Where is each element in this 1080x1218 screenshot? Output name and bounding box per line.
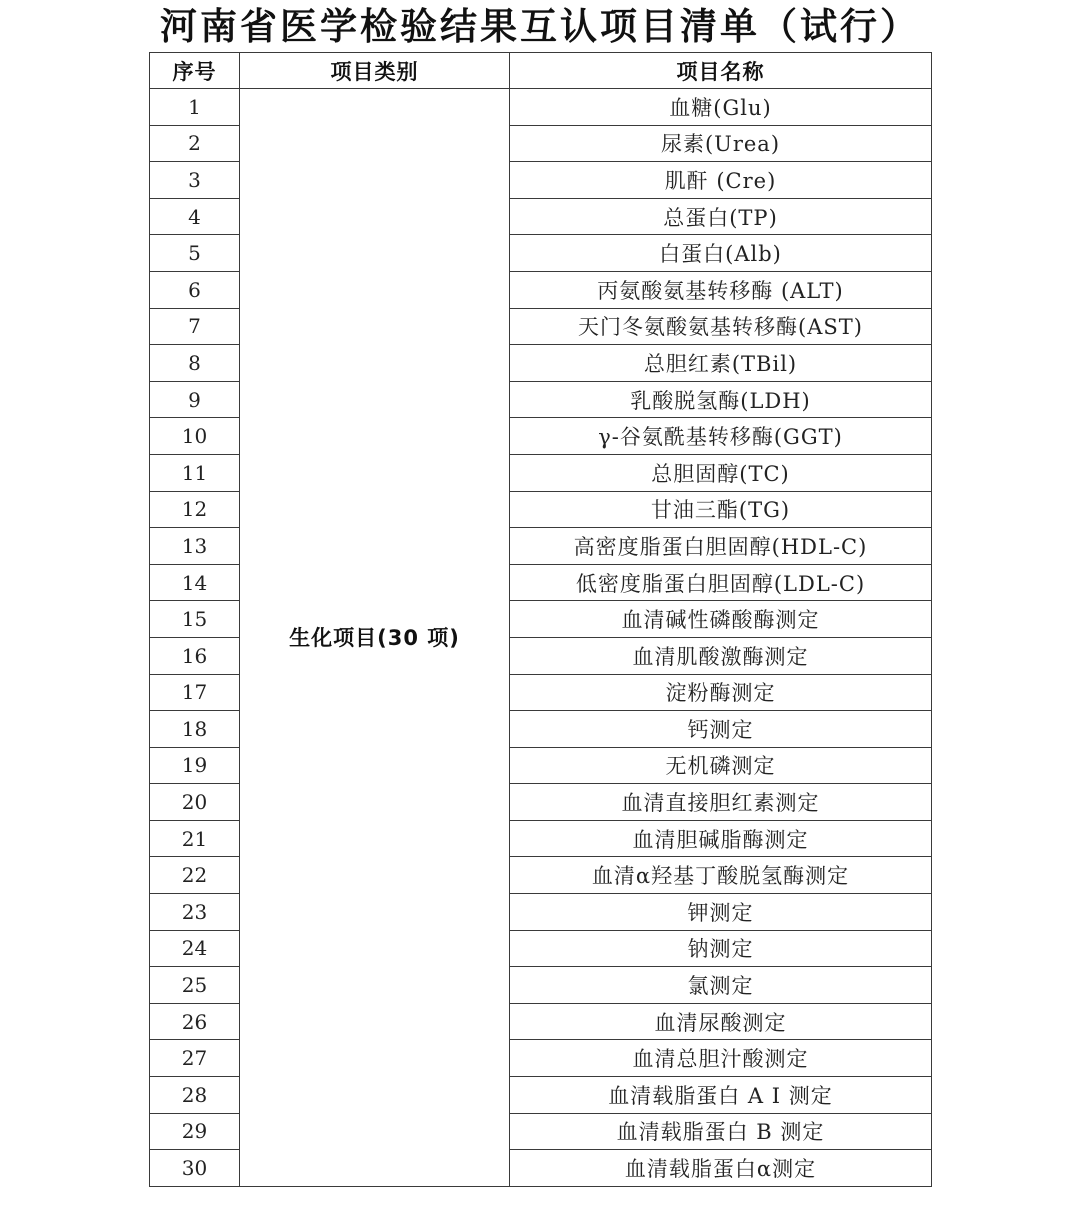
item-name: 高密度脂蛋白胆固醇(HDL-C) <box>510 528 932 565</box>
row-index: 15 <box>150 601 240 638</box>
table-row <box>150 89 932 126</box>
document-title: 河南省医学检验结果互认项目清单（试行） <box>160 5 920 48</box>
row-index: 22 <box>150 857 240 894</box>
row-index: 7 <box>150 308 240 345</box>
item-name: 血清肌酸激酶测定 <box>510 637 932 674</box>
row-index: 14 <box>150 564 240 601</box>
item-name: 血清载脂蛋白 B 测定 <box>510 1113 932 1150</box>
row-index: 1 <box>150 89 240 126</box>
item-name: 血清胆碱脂酶测定 <box>510 820 932 857</box>
items-table <box>149 52 932 1187</box>
row-index: 11 <box>150 454 240 491</box>
row-index: 28 <box>150 1077 240 1114</box>
item-name: 钾测定 <box>510 894 932 931</box>
table-body <box>150 89 932 1187</box>
row-index: 16 <box>150 637 240 674</box>
row-index: 10 <box>150 418 240 455</box>
item-name: 总胆固醇(TC) <box>510 454 932 491</box>
item-name: 乳酸脱氢酶(LDH) <box>510 381 932 418</box>
item-name: 淀粉酶测定 <box>510 674 932 711</box>
item-name: 肌酐 (Cre) <box>510 162 932 199</box>
row-index: 2 <box>150 125 240 162</box>
row-index: 25 <box>150 967 240 1004</box>
item-name: 总蛋白(TP) <box>510 198 932 235</box>
item-name: 血清尿酸测定 <box>510 1003 932 1040</box>
item-name: 血清碱性磷酸酶测定 <box>510 601 932 638</box>
item-name: 血清直接胆红素测定 <box>510 784 932 821</box>
item-name: 血清总胆汁酸测定 <box>510 1040 932 1077</box>
header-row <box>150 53 932 89</box>
item-name: 甘油三酯(TG) <box>510 491 932 528</box>
row-index: 26 <box>150 1003 240 1040</box>
item-name: 天门冬氨酸氨基转移酶(AST) <box>510 308 932 345</box>
row-index: 19 <box>150 747 240 784</box>
item-name: 血清载脂蛋白α测定 <box>510 1150 932 1187</box>
row-index: 6 <box>150 271 240 308</box>
item-name: 氯测定 <box>510 967 932 1004</box>
item-name: 钙测定 <box>510 711 932 748</box>
row-index: 27 <box>150 1040 240 1077</box>
row-index: 12 <box>150 491 240 528</box>
header-name: 项目名称 <box>510 53 932 89</box>
row-index: 17 <box>150 674 240 711</box>
row-index: 9 <box>150 381 240 418</box>
row-index: 30 <box>150 1150 240 1187</box>
item-name: 白蛋白(Alb) <box>510 235 932 272</box>
row-index: 24 <box>150 930 240 967</box>
item-name: 低密度脂蛋白胆固醇(LDL-C) <box>510 564 932 601</box>
item-name: 血清载脂蛋白 A I 测定 <box>510 1077 932 1114</box>
item-name: 总胆红素(TBil) <box>510 345 932 382</box>
row-index: 20 <box>150 784 240 821</box>
item-name: 血清α羟基丁酸脱氢酶测定 <box>510 857 932 894</box>
row-index: 29 <box>150 1113 240 1150</box>
row-index: 13 <box>150 528 240 565</box>
item-name: 钠测定 <box>510 930 932 967</box>
item-name: 丙氨酸氨基转移酶 (ALT) <box>510 271 932 308</box>
row-index: 23 <box>150 894 240 931</box>
item-name: γ-谷氨酰基转移酶(GGT) <box>510 418 932 455</box>
header-index: 序号 <box>150 53 240 89</box>
row-index: 4 <box>150 198 240 235</box>
row-index: 18 <box>150 711 240 748</box>
row-index: 3 <box>150 162 240 199</box>
header-category: 项目类别 <box>240 53 510 89</box>
category-cell: 生化项目(30 项) <box>240 89 510 1187</box>
row-index: 21 <box>150 820 240 857</box>
item-name: 尿素(Urea) <box>510 125 932 162</box>
item-name: 无机磷测定 <box>510 747 932 784</box>
row-index: 8 <box>150 345 240 382</box>
row-index: 5 <box>150 235 240 272</box>
item-name: 血糖(Glu) <box>510 89 932 126</box>
